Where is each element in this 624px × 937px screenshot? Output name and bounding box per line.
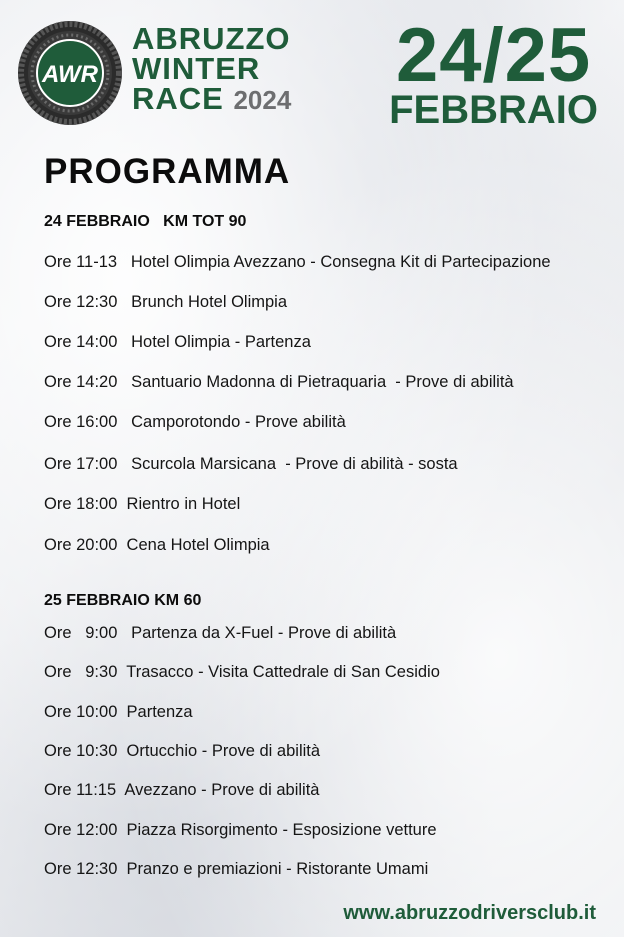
logo-text: AWR: [42, 61, 98, 88]
schedule-item: Ore 12:30 Brunch Hotel Olimpia: [44, 293, 288, 311]
schedule-item: Ore 9:00 Partenza da X-Fuel - Prove di abilità: [44, 624, 397, 642]
schedule-item: Ore 10:30 Ortucchio - Prove di abilità: [44, 742, 321, 760]
schedule-item: Ore 10:00 Partenza: [44, 703, 193, 721]
page-title: PROGRAMMA: [44, 152, 291, 191]
schedule-item: Ore 11-13 Hotel Olimpia Avezzano - Consegna Kit di Partecipazione: [44, 253, 551, 271]
awr-logo: [17, 20, 123, 126]
brand-line-3: [132, 81, 292, 116]
brand-name: [132, 21, 292, 116]
date-range: 24/25: [395, 13, 592, 98]
schedule-item: Ore 12:30 Pranzo e premiazioni - Ristorante Umami: [44, 860, 429, 878]
brand-year: 2024: [233, 85, 292, 115]
day-heading: 24 FEBBRAIO KM TOT 90: [44, 213, 247, 230]
schedule-item: Ore 9:30 Trasacco - Visita Cattedrale di San Cesidio: [44, 663, 440, 681]
schedule-item: Ore 20:00 Cena Hotel Olimpia: [44, 536, 270, 554]
schedule-item: Ore 17:00 Scurcola Marsicana - Prove di abilità - sosta: [44, 455, 458, 473]
schedule-item: Ore 16:00 Camporotondo - Prove abilità: [44, 413, 346, 431]
brand-line-1: ABRUZZO: [132, 21, 291, 56]
day-heading: 25 FEBBRAIO KM 60: [44, 592, 202, 609]
brand-line-2: WINTER: [132, 51, 261, 86]
website-link[interactable]: www.abruzzodriversclub.it: [343, 902, 596, 924]
schedule-item: Ore 14:20 Santuario Madonna di Pietraquaria - Prove di abilità: [44, 373, 514, 391]
schedule-item: Ore 18:00 Rientro in Hotel: [44, 495, 241, 513]
schedule-item: Ore 11:15 Avezzano - Prove di abilità: [44, 781, 320, 799]
date-month: FEBBRAIO: [389, 88, 598, 132]
event-dates: [389, 13, 598, 132]
brand-race: RACE: [132, 81, 224, 116]
schedule-item: Ore 12:00 Piazza Risorgimento - Esposizione vetture: [44, 821, 437, 839]
schedule-item: Ore 14:00 Hotel Olimpia - Partenza: [44, 333, 311, 351]
